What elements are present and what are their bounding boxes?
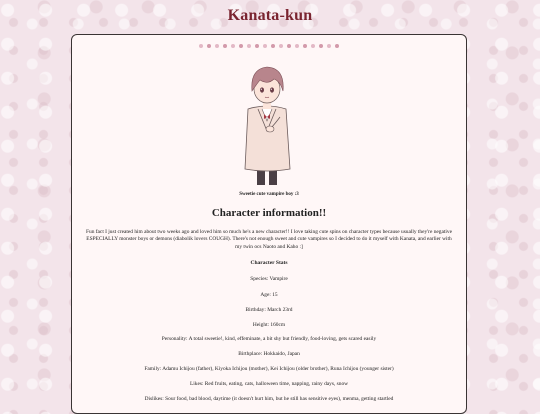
stat-birthday: Birthday: March 23rd	[245, 307, 293, 313]
page-title: Kanata-kun	[227, 7, 313, 24]
decorative-divider	[72, 43, 466, 48]
stat-species: Species: Vampire	[250, 276, 288, 282]
stats-title: Character Stats	[250, 260, 288, 266]
stat-birthplace: Birthplace: Hokkaido, Japan	[238, 351, 300, 357]
stat-likes: Likes: Red fruits, eating, cats, halloween time, napping, rainy days, snow	[189, 381, 349, 387]
stat-dislikes: Dislikes: Sour food, bad blood, daytime (it doesn't hurt him, but he still has sensitive eyes), menma, getting startled	[144, 396, 394, 402]
content-card	[71, 34, 467, 414]
portrait-caption: Sweetie cute vampire boy :3	[239, 192, 299, 197]
section-heading: Character information!!	[211, 207, 327, 219]
stat-age: Age: 15	[260, 292, 278, 298]
stat-height: Height: 160cm	[252, 322, 286, 328]
character-portrait	[230, 59, 306, 185]
intro-paragraph: Fun fact I just created him about two weeks ago and loved him so much he's a new character!! I love taking cute spins on character types because usually they're negative ESPECIALLY monster boys or demons (diabolik lovers COUGH). There's not enough sweet and cute vampires so I decided to do it myself with Kanata, and earlier with my twin ocs Naoto and Kaho :]	[86, 229, 452, 250]
stat-family: Family: Adamu Ichijou (father), Kiyoka Ichijou (mother), Kei Ichijou (older brother), Runa Ichijou (younger sister)	[144, 366, 394, 372]
stat-personality: Personality: A total sweetie!, kind, effeminate, a bit shy but friendly, food-loving, gets scared easily	[161, 336, 377, 342]
